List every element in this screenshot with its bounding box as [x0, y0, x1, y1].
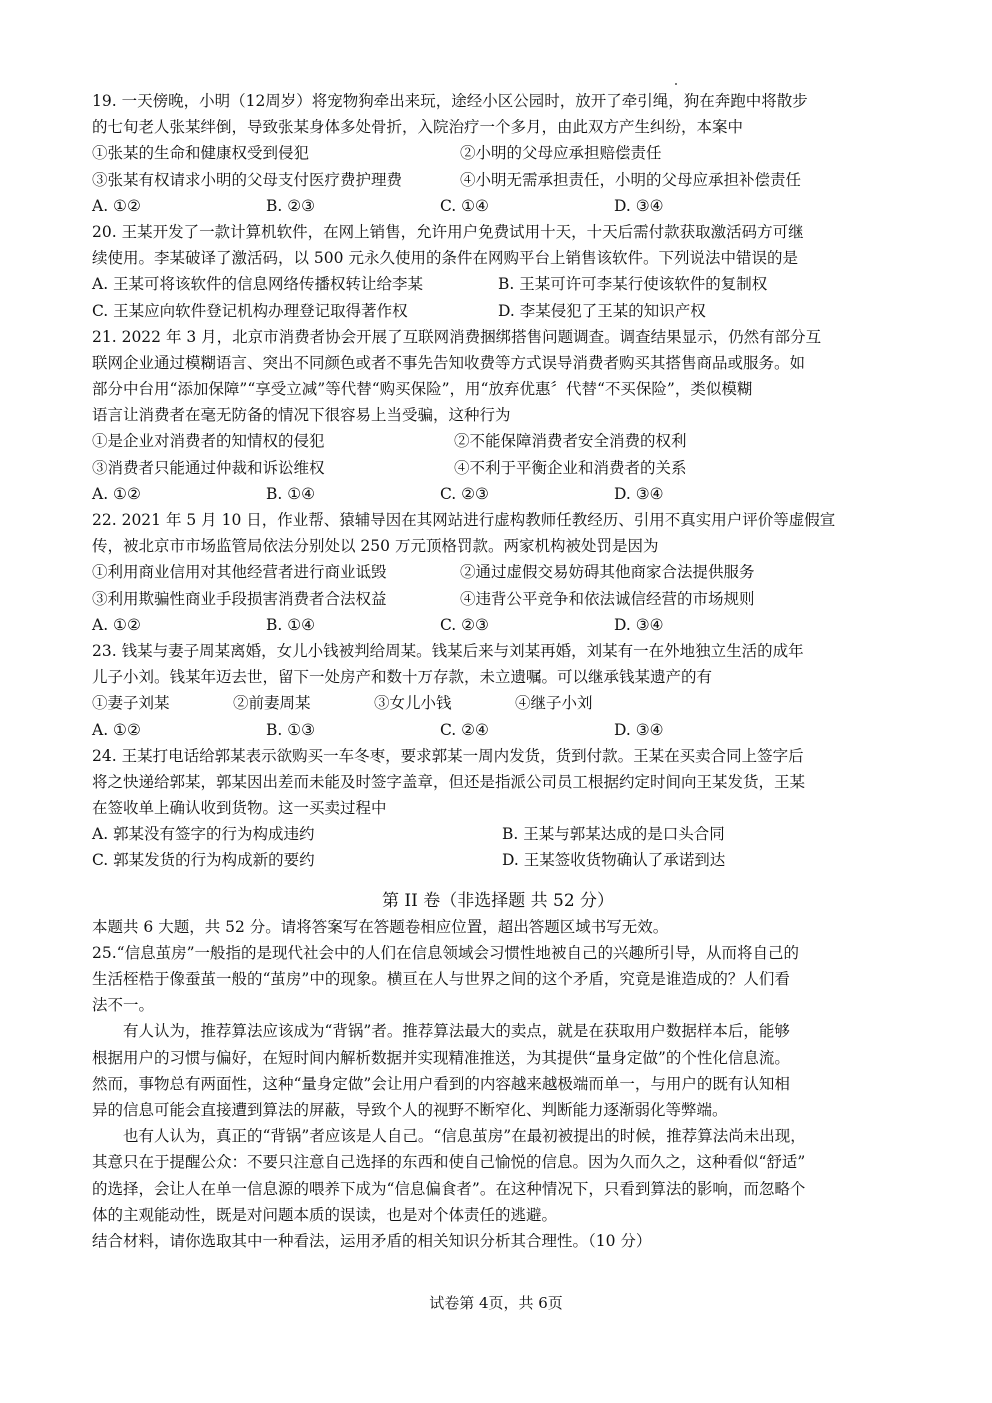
statement-item: ①是企业对消费者的知情权的侵犯: [92, 432, 325, 451]
question-stem-line: 25.“信息茧房”一般指的是现代社会中的人们在信息领域会习惯性地被自己的兴趣所引导，从而将自己的: [92, 943, 800, 962]
statement-row: [92, 455, 904, 481]
exam-page: [92, 88, 904, 1254]
question-stem-line: 20. 王某开发了一款计算机软件，在网上销售，允许用户免费试用十天，十天后需付款获取激活码方可继: [92, 222, 804, 241]
question-stem-line: 24. 王某打电话给郭某表示欲购买一车冬枣，要求郭某一周内发货，货到付款。王某在买卖合同上签字后: [92, 746, 804, 765]
option-a: A. ①②: [92, 615, 141, 634]
option-b: B. ①③: [266, 720, 316, 739]
statement-item: ④小明无需承担责任，小明的父母应承担补偿责任: [460, 170, 802, 189]
statement-item: ③张某有权请求小明的父母支付医疗费护理费: [92, 170, 403, 189]
option-d: D. ③④: [614, 615, 664, 634]
page-footer: 试卷第 4页，共 6页: [429, 1294, 563, 1312]
question-stem-line: 19. 一天傍晚，小明（12周岁）将宠物狗牵出来玩，途经小区公园时，放开了牵引绳，狗在奔跑中将散步: [92, 92, 808, 110]
statement-item: ②前妻周某: [233, 694, 311, 713]
option-c: C. 王某应向软件登记机构办理登记取得著作权: [92, 301, 408, 320]
statement-item: ②小明的父母应承担赔偿责任: [460, 144, 662, 163]
answer-options: [92, 193, 904, 219]
statement-row: [92, 586, 904, 612]
question-stem-line: 在签收单上确认收到货物。这一买卖过程中: [92, 799, 387, 818]
statement-row: [92, 167, 904, 193]
option-d: D. 李某侵犯了王某的知识产权: [498, 301, 706, 320]
material-paragraph-line: 的选择，会让人在单一信息源的喂养下成为“信息偏食者”。在这种情况下，只看到算法的影响，而忽略个: [92, 1179, 806, 1198]
question-stem-line: 传，被北京市市场监管局依法分别处以 250 万元顶格罚款。两家机构被处罚是因为: [92, 537, 659, 556]
question-23: [92, 638, 904, 743]
answer-options: [92, 717, 904, 743]
question-stem-line: 联网企业通过模糊语言、突出不同颜色或者不事先告知收费等方式误导消费者购买其搭售商品或服务。如: [92, 353, 806, 372]
option-a: A. ①②: [92, 196, 141, 215]
question-25: [92, 940, 904, 1254]
section-title: 第 II 卷（非选择题 共 52 分）: [381, 890, 615, 911]
statement-item: ④不利于平衡企业和消费者的关系: [454, 458, 687, 477]
option-b: B. 王某可许可李某行使该软件的复制权: [498, 275, 768, 294]
option-d: D. ③④: [614, 484, 664, 503]
question-stem-line: 续使用。李某破译了激活码，以 500 元永久使用的条件在网购平台上销售该软件。下列说法中错误的是: [92, 249, 798, 268]
statement-row: [92, 428, 904, 454]
statement-item: ①张某的生命和健康权受到侵犯: [92, 144, 310, 163]
option-c: C. ②③: [440, 615, 489, 634]
statement-row: [92, 559, 904, 585]
material-paragraph-line: 也有人认为，真正的“背锅”者应该是人自己。“信息茧房”在最初被提出的时候，推荐算法尚未出现，: [123, 1127, 806, 1146]
scan-dot: [675, 83, 677, 85]
question-24: [92, 743, 904, 874]
statement-item: ③女儿小钱: [374, 694, 452, 713]
option-c: C. ①④: [440, 196, 489, 215]
option-d: D. ③④: [614, 196, 664, 215]
question-task: 结合材料，请你选取其中一种看法，运用矛盾的相关知识分析其合理性。（10 分）: [92, 1231, 652, 1250]
question-22: [92, 507, 904, 638]
question-stem-line: 法不一。: [92, 996, 155, 1015]
answer-options-row: [92, 271, 904, 297]
option-c: C. ②④: [440, 720, 489, 739]
option-a: A. ①②: [92, 720, 141, 739]
material-paragraph-line: 异的信息可能会直接遭到算法的屏蔽，导致个人的视野不断窄化、判断能力逐渐弱化等弊端。: [92, 1100, 728, 1119]
option-d: D. ③④: [614, 720, 664, 739]
option-b: B. ①④: [266, 484, 316, 503]
statement-item: ②不能保障消费者安全消费的权利: [454, 432, 687, 451]
answer-options-row: [92, 821, 904, 847]
option-a: A. ①②: [92, 484, 141, 503]
material-paragraph-line: 有人认为，推荐算法应该成为“背锅”者。推荐算法最大的卖点，就是在获取用户数据样本后，能够: [123, 1022, 790, 1041]
option-b: B. ①④: [266, 615, 316, 634]
material-paragraph-line: 根据用户的习惯与偏好，在短时间内解析数据并实现精准推送，为其提供“量身定做”的个性化信息流。: [92, 1048, 790, 1067]
question-stem-line: 部分中台用“添加保障”“享受立减”等代替“购买保险”，用“放弃优惠〞代替“不买保险”，类似模糊: [92, 380, 753, 399]
question-stem-line: 22. 2021 年 5 月 10 日，作业帮、猿辅导因在其网站进行虚构教师任教经历、引用不真实用户评价等虚假宣: [92, 511, 836, 529]
material-paragraph-line: 体的主观能动性，既是对问题本质的误读，也是对个体责任的逃避。: [92, 1205, 558, 1224]
question-stem-line: 将之快递给郭某，郭某因出差而未能及时签字盖章，但还是指派公司员工根据约定时间向王某发货，王某: [92, 772, 806, 791]
statement-item: ②通过虚假交易妨碍其他商家合法提供服务: [460, 563, 755, 582]
statement-item: ④违背公平竞争和依法诚信经营的市场规则: [460, 589, 755, 608]
material-paragraph-line: 然而，事物总有两面性，这种“量身定做”会让用户看到的内容越来越极端而单一，与用户的既有认知相: [92, 1074, 790, 1093]
option-a: A. 郭某没有签字的行为构成违约: [92, 825, 315, 844]
statement-row: [92, 140, 904, 166]
answer-options: [92, 481, 904, 507]
question-stem-line: 的七旬老人张某绊倒，导致张某身体多处骨折，入院治疗一个多月，由此双方产生纠纷，本案中: [92, 118, 744, 137]
statement-item: ④继子小刘: [515, 694, 593, 713]
statement-item: ③利用欺骗性商业手段损害消费者合法权益: [92, 589, 387, 608]
question-stem-line: 23. 钱某与妻子周某离婚，女儿小钱被判给周某。钱某后来与刘某再婚，刘某有一在外地独立生活的成年: [92, 641, 804, 660]
option-b: B. 王某与郭某达成的是口头合同: [502, 825, 725, 844]
option-c: C. 郭某发货的行为构成新的要约: [92, 851, 315, 870]
question-stem-line: 语言让消费者在毫无防备的情况下很容易上当受骗，这种行为: [92, 406, 511, 425]
statement-item: ①利用商业信用对其他经营者进行商业诋毁: [92, 563, 387, 582]
question-21: [92, 324, 904, 507]
question-19: [92, 88, 904, 219]
section-intro: 本题共 6 大题，共 52 分。请将答案写在答题卷相应位置，超出答题区域书写无效。: [92, 917, 669, 936]
material-paragraph-line: 其意只在于提醒公众：不要只注意自己选择的东西和使自己愉悦的信息。因为久而久之，这种看似“舒适”: [92, 1153, 806, 1172]
question-20: [92, 219, 904, 324]
option-b: B. ②③: [266, 196, 316, 215]
statement-row: [92, 690, 904, 716]
answer-options-row: [92, 298, 904, 324]
answer-options: [92, 612, 904, 638]
option-c: C. ②③: [440, 484, 489, 503]
statement-item: ①妻子刘某: [92, 694, 170, 713]
question-stem-line: 21. 2022 年 3 月，北京市消费者协会开展了互联网消费捆绑搭售问题调查。调查结果显示，仍然有部分互: [92, 327, 822, 346]
statement-item: ③消费者只能通过仲裁和诉讼维权: [92, 458, 325, 477]
option-a: A. 王某可将该软件的信息网络传播权转让给李某: [92, 275, 424, 294]
option-d: D. 王某签收货物确认了承诺到达: [502, 851, 726, 870]
question-stem-line: 生活桎梏于像蚕茧一般的“茧房”中的现象。横亘在人与世界之间的这个矛盾，究竟是谁造成的？人们看: [92, 970, 790, 988]
answer-options-row: [92, 847, 904, 873]
question-stem-line: 儿子小刘。钱某年迈去世，留下一处房产和数十万存款，未立遗嘱。可以继承钱某遗产的有: [92, 668, 713, 687]
